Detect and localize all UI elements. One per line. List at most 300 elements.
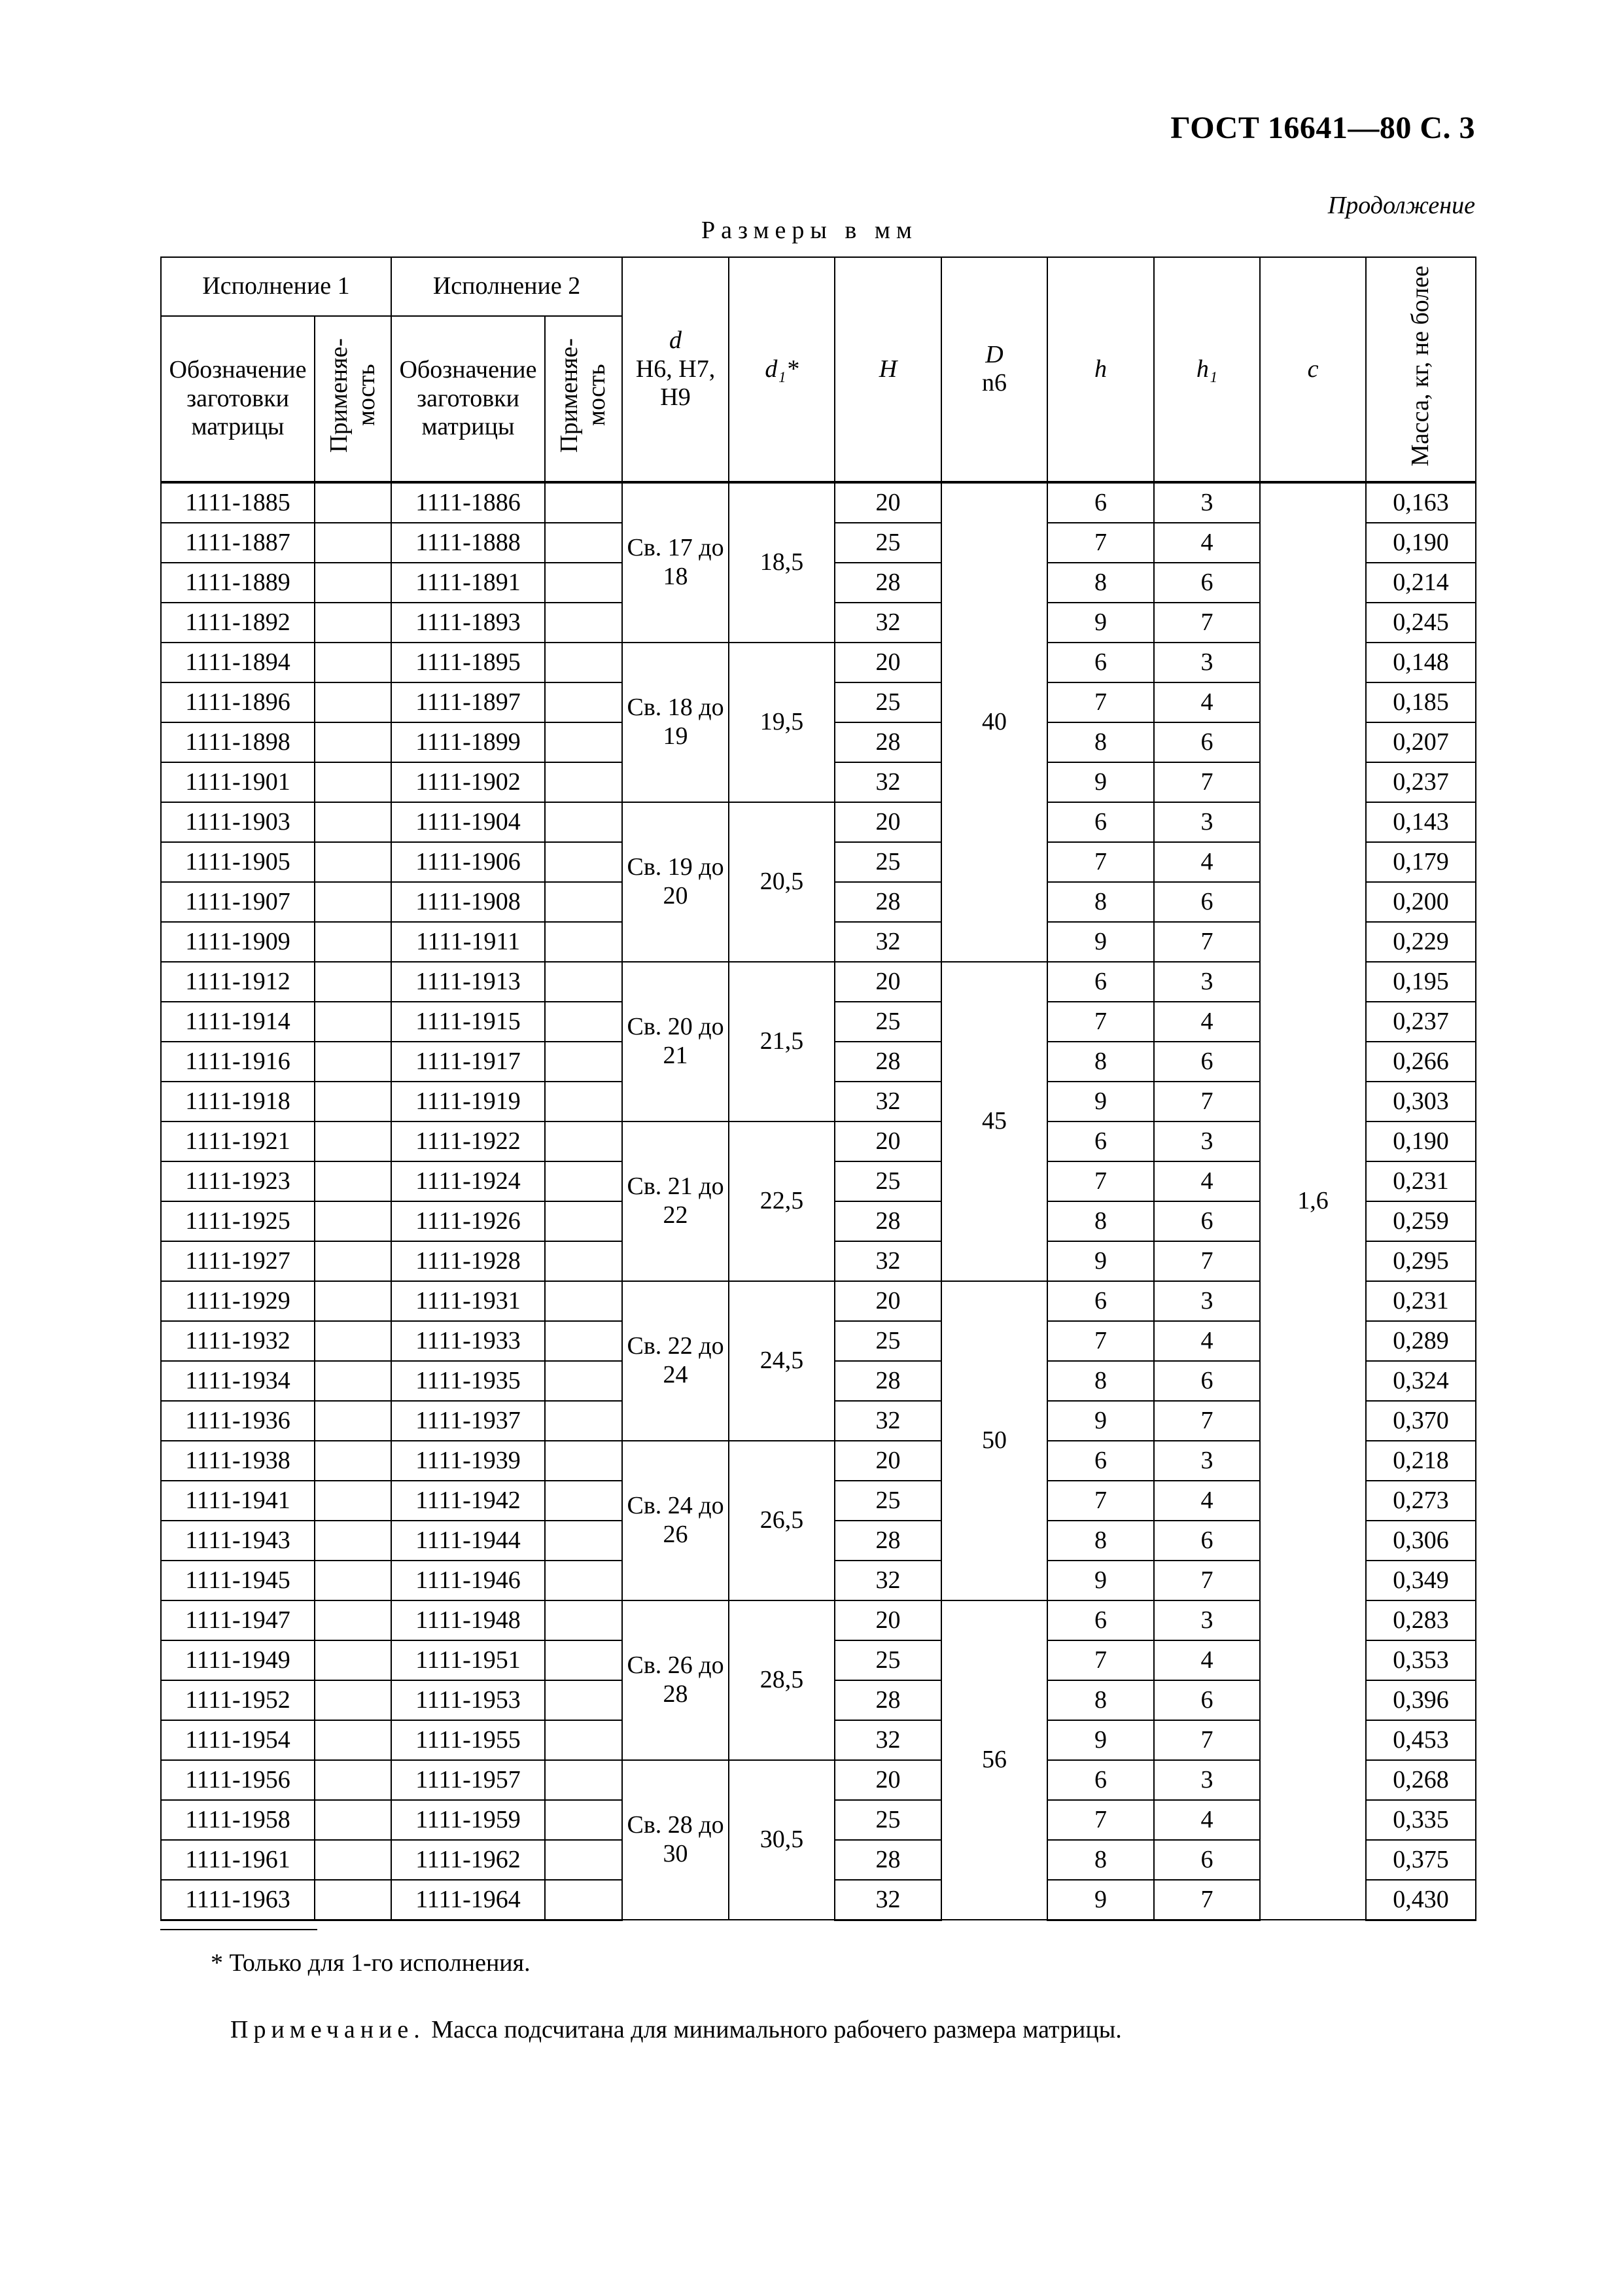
header-D: [941, 257, 1047, 482]
oboznachenie-2-cell: 1111-1888: [391, 523, 545, 563]
primenyaemost-1-cell: [315, 1600, 391, 1640]
primenyaemost-1-cell: [315, 1561, 391, 1600]
note-text: Масса подсчитана для минимального рабочего размера матрицы.: [431, 2016, 1122, 2043]
primenyaemost-2-cell: [545, 643, 622, 682]
primenyaemost-2-cell: [545, 1840, 622, 1880]
oboznachenie-2-cell: 1111-1944: [391, 1521, 545, 1561]
h-cell: 7: [1047, 682, 1154, 722]
oboznachenie-2-cell: 1111-1948: [391, 1600, 545, 1640]
oboznachenie-2-cell: 1111-1959: [391, 1800, 545, 1840]
oboznachenie-1-cell: 1111-1892: [161, 603, 315, 643]
oboznachenie-2-cell: 1111-1931: [391, 1281, 545, 1321]
oboznachenie-2-cell: 1111-1928: [391, 1241, 545, 1281]
oboznachenie-2-cell: 1111-1957: [391, 1760, 545, 1800]
mass-cell: 0,214: [1366, 563, 1476, 603]
H-cell: 28: [835, 1521, 941, 1561]
primenyaemost-2-cell: [545, 1082, 622, 1122]
oboznachenie-2-cell: 1111-1964: [391, 1880, 545, 1920]
h1-cell: 3: [1154, 482, 1260, 523]
h1-cell: 3: [1154, 802, 1260, 842]
H-cell: 32: [835, 1561, 941, 1600]
dimensions-caption: Размеры в мм: [701, 217, 918, 244]
primenyaemost-2-cell: [545, 1680, 622, 1720]
primenyaemost-1-cell: [315, 603, 391, 643]
blanks-table: [160, 256, 1476, 1921]
oboznachenie-1-cell: 1111-1945: [161, 1561, 315, 1600]
h1-cell: 4: [1154, 1321, 1260, 1361]
h-cell: 6: [1047, 1281, 1154, 1321]
header-H: H: [835, 257, 941, 482]
h1-cell: 4: [1154, 1161, 1260, 1201]
mass-cell: 0,148: [1366, 643, 1476, 682]
h1-cell: 7: [1154, 1880, 1260, 1920]
primenyaemost-2-cell: [545, 603, 622, 643]
h1-cell: 7: [1154, 1241, 1260, 1281]
h1-cell: 6: [1154, 1521, 1260, 1561]
primenyaemost-1-cell: [315, 962, 391, 1002]
mass-cell: 0,190: [1366, 523, 1476, 563]
primenyaemost-2-cell: [545, 1241, 622, 1281]
h-cell: 8: [1047, 1840, 1154, 1880]
oboznachenie-1-cell: 1111-1927: [161, 1241, 315, 1281]
h1-cell: 7: [1154, 1720, 1260, 1760]
h-cell: 9: [1047, 1880, 1154, 1920]
mass-cell: 0,163: [1366, 482, 1476, 523]
oboznachenie-2-cell: 1111-1922: [391, 1122, 545, 1161]
primenyaemost-2-cell: [545, 482, 622, 523]
oboznachenie-1-cell: 1111-1958: [161, 1800, 315, 1840]
d-range-cell: Св. 21 до 22: [622, 1122, 729, 1281]
mass-cell: 0,237: [1366, 762, 1476, 802]
mass-cell: 0,303: [1366, 1082, 1476, 1122]
h-cell: 7: [1047, 1800, 1154, 1840]
H-cell: 20: [835, 962, 941, 1002]
primenyaemost-1-cell: [315, 842, 391, 882]
oboznachenie-2-cell: 1111-1946: [391, 1561, 545, 1600]
h1-cell: 6: [1154, 882, 1260, 922]
d-range-cell: Св. 20 до 21: [622, 962, 729, 1122]
oboznachenie-1-cell: 1111-1916: [161, 1042, 315, 1082]
h1-cell: 3: [1154, 962, 1260, 1002]
note: [230, 2015, 1122, 2044]
H-cell: 28: [835, 1361, 941, 1401]
header-d-symbol: d: [669, 326, 682, 354]
oboznachenie-1-cell: 1111-1954: [161, 1720, 315, 1760]
primenyaemost-1-cell: [315, 922, 391, 962]
primenyaemost-1-cell: [315, 1082, 391, 1122]
mass-cell: 0,143: [1366, 802, 1476, 842]
h-cell: 9: [1047, 1241, 1154, 1281]
h-cell: 6: [1047, 482, 1154, 523]
H-cell: 20: [835, 802, 941, 842]
H-cell: 25: [835, 682, 941, 722]
primenyaemost-1-cell: [315, 563, 391, 603]
H-cell: 25: [835, 1002, 941, 1042]
oboznachenie-1-cell: 1111-1929: [161, 1281, 315, 1321]
oboznachenie-1-cell: 1111-1923: [161, 1161, 315, 1201]
oboznachenie-2-cell: 1111-1913: [391, 962, 545, 1002]
d1-cell: 26,5: [729, 1441, 835, 1600]
primenyaemost-1-cell: [315, 1481, 391, 1521]
mass-cell: 0,207: [1366, 722, 1476, 762]
d-range-cell: Св. 24 до 26: [622, 1441, 729, 1600]
primenyaemost-2-cell: [545, 1161, 622, 1201]
H-cell: 20: [835, 1281, 941, 1321]
H-cell: 20: [835, 1122, 941, 1161]
mass-cell: 0,289: [1366, 1321, 1476, 1361]
primenyaemost-1-cell: [315, 882, 391, 922]
primenyaemost-1-cell: [315, 1321, 391, 1361]
mass-cell: 0,349: [1366, 1561, 1476, 1600]
oboznachenie-1-cell: 1111-1898: [161, 722, 315, 762]
H-cell: 25: [835, 523, 941, 563]
h1-cell: 4: [1154, 523, 1260, 563]
d1-cell: 21,5: [729, 962, 835, 1122]
H-cell: 32: [835, 1880, 941, 1920]
oboznachenie-2-cell: 1111-1924: [391, 1161, 545, 1201]
h-cell: 9: [1047, 1401, 1154, 1441]
H-cell: 25: [835, 1321, 941, 1361]
mass-cell: 0,306: [1366, 1521, 1476, 1561]
mass-cell: 0,295: [1366, 1241, 1476, 1281]
oboznachenie-1-cell: 1111-1912: [161, 962, 315, 1002]
oboznachenie-2-cell: 1111-1919: [391, 1082, 545, 1122]
mass-cell: 0,283: [1366, 1600, 1476, 1640]
primenyaemost-1-cell: [315, 1241, 391, 1281]
oboznachenie-1-cell: 1111-1896: [161, 682, 315, 722]
h1-cell: 6: [1154, 722, 1260, 762]
continuation-label: Продолжение: [1327, 192, 1475, 219]
header-h1: h₁: [1154, 257, 1260, 482]
h1-cell: 4: [1154, 682, 1260, 722]
D-cell: 50: [941, 1281, 1047, 1600]
primenyaemost-1-cell: [315, 523, 391, 563]
oboznachenie-2-cell: 1111-1891: [391, 563, 545, 603]
oboznachenie-2-cell: 1111-1942: [391, 1481, 545, 1521]
D-cell: 40: [941, 482, 1047, 962]
H-cell: 20: [835, 1760, 941, 1800]
mass-cell: 0,268: [1366, 1760, 1476, 1800]
primenyaemost-2-cell: [545, 523, 622, 563]
oboznachenie-1-cell: 1111-1936: [161, 1401, 315, 1441]
H-cell: 28: [835, 1680, 941, 1720]
header-primenyaemost-2: [545, 316, 622, 482]
h1-cell: 6: [1154, 1042, 1260, 1082]
h1-cell: 3: [1154, 1600, 1260, 1640]
primenyaemost-2-cell: [545, 1122, 622, 1161]
footnote-divider: [160, 1929, 317, 1930]
mass-cell: 0,453: [1366, 1720, 1476, 1760]
primenyaemost-1-cell: [315, 1760, 391, 1800]
h1-cell: 4: [1154, 842, 1260, 882]
mass-cell: 0,231: [1366, 1161, 1476, 1201]
oboznachenie-1-cell: 1111-1934: [161, 1361, 315, 1401]
oboznachenie-2-cell: 1111-1935: [391, 1361, 545, 1401]
mass-cell: 0,200: [1366, 882, 1476, 922]
primenyaemost-2-cell: [545, 842, 622, 882]
h1-cell: 4: [1154, 1481, 1260, 1521]
h-cell: 8: [1047, 882, 1154, 922]
h-cell: 6: [1047, 643, 1154, 682]
H-cell: 20: [835, 643, 941, 682]
table-row: [161, 482, 1476, 523]
h1-cell: 3: [1154, 1281, 1260, 1321]
primenyaemost-1-cell: [315, 1720, 391, 1760]
header-D-symbol: D: [985, 340, 1003, 368]
oboznachenie-1-cell: 1111-1963: [161, 1880, 315, 1920]
H-cell: 32: [835, 1720, 941, 1760]
primenyaemost-2-cell: [545, 1521, 622, 1561]
h-cell: 8: [1047, 1201, 1154, 1241]
mass-cell: 0,396: [1366, 1680, 1476, 1720]
oboznachenie-2-cell: 1111-1939: [391, 1441, 545, 1481]
primenyaemost-1-cell: [315, 1161, 391, 1201]
oboznachenie-1-cell: 1111-1956: [161, 1760, 315, 1800]
mass-cell: 0,237: [1366, 1002, 1476, 1042]
h1-cell: 7: [1154, 1401, 1260, 1441]
mass-cell: 0,229: [1366, 922, 1476, 962]
c-cell: 1,6: [1260, 482, 1366, 1920]
primenyaemost-2-cell: [545, 1321, 622, 1361]
h-cell: 8: [1047, 1042, 1154, 1082]
header-h: h: [1047, 257, 1154, 482]
H-cell: 25: [835, 842, 941, 882]
H-cell: 28: [835, 563, 941, 603]
header-primenyaemost-2-text: Применяе- мость: [555, 338, 611, 453]
H-cell: 25: [835, 1800, 941, 1840]
oboznachenie-1-cell: 1111-1903: [161, 802, 315, 842]
oboznachenie-1-cell: 1111-1907: [161, 882, 315, 922]
mass-cell: 0,324: [1366, 1361, 1476, 1401]
header-D-tolerance: n6: [982, 369, 1007, 397]
d-range-cell: Св. 19 до 20: [622, 802, 729, 962]
mass-cell: 0,335: [1366, 1800, 1476, 1840]
primenyaemost-1-cell: [315, 1521, 391, 1561]
mass-cell: 0,266: [1366, 1042, 1476, 1082]
h-cell: 7: [1047, 842, 1154, 882]
oboznachenie-1-cell: 1111-1952: [161, 1680, 315, 1720]
oboznachenie-1-cell: 1111-1938: [161, 1441, 315, 1481]
h1-cell: 7: [1154, 603, 1260, 643]
primenyaemost-1-cell: [315, 1042, 391, 1082]
table-header: [161, 257, 1476, 482]
oboznachenie-2-cell: 1111-1926: [391, 1201, 545, 1241]
mass-cell: 0,273: [1366, 1481, 1476, 1521]
h-cell: 9: [1047, 1720, 1154, 1760]
oboznachenie-2-cell: 1111-1893: [391, 603, 545, 643]
primenyaemost-1-cell: [315, 802, 391, 842]
primenyaemost-2-cell: [545, 1481, 622, 1521]
oboznachenie-2-cell: 1111-1886: [391, 482, 545, 523]
h-cell: 6: [1047, 802, 1154, 842]
primenyaemost-1-cell: [315, 1401, 391, 1441]
primenyaemost-2-cell: [545, 1561, 622, 1600]
h-cell: 7: [1047, 1002, 1154, 1042]
h-cell: 6: [1047, 1122, 1154, 1161]
primenyaemost-1-cell: [315, 482, 391, 523]
primenyaemost-1-cell: [315, 1441, 391, 1481]
mass-cell: 0,231: [1366, 1281, 1476, 1321]
d1-cell: 19,5: [729, 643, 835, 802]
mass-cell: 0,218: [1366, 1441, 1476, 1481]
H-cell: 20: [835, 1600, 941, 1640]
H-cell: 32: [835, 762, 941, 802]
h1-cell: 6: [1154, 1840, 1260, 1880]
h-cell: 9: [1047, 1561, 1154, 1600]
d1-cell: 24,5: [729, 1281, 835, 1441]
d-range-cell: Св. 18 до 19: [622, 643, 729, 802]
H-cell: 28: [835, 1201, 941, 1241]
h-cell: 7: [1047, 1321, 1154, 1361]
oboznachenie-2-cell: 1111-1955: [391, 1720, 545, 1760]
oboznachenie-2-cell: 1111-1906: [391, 842, 545, 882]
h1-cell: 6: [1154, 1361, 1260, 1401]
primenyaemost-2-cell: [545, 1042, 622, 1082]
H-cell: 25: [835, 1161, 941, 1201]
h-cell: 6: [1047, 1600, 1154, 1640]
mass-cell: 0,195: [1366, 962, 1476, 1002]
H-cell: 32: [835, 1082, 941, 1122]
primenyaemost-2-cell: [545, 563, 622, 603]
primenyaemost-2-cell: [545, 1760, 622, 1800]
primenyaemost-1-cell: [315, 762, 391, 802]
H-cell: 28: [835, 1840, 941, 1880]
h-cell: 9: [1047, 922, 1154, 962]
primenyaemost-2-cell: [545, 1201, 622, 1241]
primenyaemost-2-cell: [545, 1401, 622, 1441]
h1-cell: 6: [1154, 1201, 1260, 1241]
oboznachenie-1-cell: 1111-1947: [161, 1600, 315, 1640]
header-oboznachenie-1: Обозначение заготовки матрицы: [161, 316, 315, 482]
primenyaemost-1-cell: [315, 1122, 391, 1161]
header-d-tolerance: H6, H7, H9: [635, 355, 716, 412]
primenyaemost-1-cell: [315, 1361, 391, 1401]
h1-cell: 3: [1154, 1441, 1260, 1481]
primenyaemost-2-cell: [545, 722, 622, 762]
primenyaemost-1-cell: [315, 1880, 391, 1920]
primenyaemost-1-cell: [315, 643, 391, 682]
primenyaemost-2-cell: [545, 922, 622, 962]
oboznachenie-1-cell: 1111-1918: [161, 1082, 315, 1122]
primenyaemost-2-cell: [545, 1800, 622, 1840]
oboznachenie-1-cell: 1111-1949: [161, 1640, 315, 1680]
oboznachenie-1-cell: 1111-1921: [161, 1122, 315, 1161]
oboznachenie-2-cell: 1111-1899: [391, 722, 545, 762]
primenyaemost-2-cell: [545, 1281, 622, 1321]
h-cell: 7: [1047, 1640, 1154, 1680]
h-cell: 9: [1047, 762, 1154, 802]
H-cell: 20: [835, 482, 941, 523]
h1-cell: 6: [1154, 563, 1260, 603]
h-cell: 9: [1047, 603, 1154, 643]
primenyaemost-2-cell: [545, 1720, 622, 1760]
d1-cell: 22,5: [729, 1122, 835, 1281]
oboznachenie-1-cell: 1111-1925: [161, 1201, 315, 1241]
header-d1: d₁*: [729, 257, 835, 482]
d1-cell: 18,5: [729, 482, 835, 643]
d-range-cell: Св. 26 до 28: [622, 1600, 729, 1760]
primenyaemost-2-cell: [545, 882, 622, 922]
table-body: [161, 482, 1476, 1920]
d-range-cell: Св. 28 до 30: [622, 1760, 729, 1920]
primenyaemost-2-cell: [545, 1640, 622, 1680]
mass-cell: 0,190: [1366, 1122, 1476, 1161]
oboznachenie-2-cell: 1111-1953: [391, 1680, 545, 1720]
header-c: c: [1260, 257, 1366, 482]
header-ispolnenie-1: Исполнение 1: [161, 257, 391, 316]
primenyaemost-1-cell: [315, 1281, 391, 1321]
header-oboznachenie-2: Обозначение заготовки матрицы: [391, 316, 545, 482]
header-mass: [1366, 257, 1476, 482]
oboznachenie-2-cell: 1111-1933: [391, 1321, 545, 1361]
h1-cell: 7: [1154, 922, 1260, 962]
primenyaemost-1-cell: [315, 1640, 391, 1680]
oboznachenie-1-cell: 1111-1961: [161, 1840, 315, 1880]
primenyaemost-2-cell: [545, 762, 622, 802]
page-header: ГОСТ 16641—80 С. 3: [1170, 111, 1475, 145]
oboznachenie-1-cell: 1111-1914: [161, 1002, 315, 1042]
header-d: [622, 257, 729, 482]
primenyaemost-2-cell: [545, 962, 622, 1002]
oboznachenie-1-cell: 1111-1885: [161, 482, 315, 523]
mass-cell: 0,259: [1366, 1201, 1476, 1241]
header-ispolnenie-2: Исполнение 2: [391, 257, 622, 316]
h-cell: 8: [1047, 722, 1154, 762]
H-cell: 28: [835, 1042, 941, 1082]
oboznachenie-2-cell: 1111-1917: [391, 1042, 545, 1082]
header-mass-text: Масса, кг, не более: [1406, 265, 1435, 467]
H-cell: 25: [835, 1481, 941, 1521]
h-cell: 9: [1047, 1082, 1154, 1122]
H-cell: 32: [835, 603, 941, 643]
oboznachenie-1-cell: 1111-1905: [161, 842, 315, 882]
oboznachenie-1-cell: 1111-1887: [161, 523, 315, 563]
oboznachenie-2-cell: 1111-1904: [391, 802, 545, 842]
H-cell: 28: [835, 882, 941, 922]
h-cell: 8: [1047, 1361, 1154, 1401]
h-cell: 7: [1047, 1481, 1154, 1521]
h1-cell: 6: [1154, 1680, 1260, 1720]
d1-cell: 28,5: [729, 1600, 835, 1760]
primenyaemost-1-cell: [315, 1680, 391, 1720]
primenyaemost-1-cell: [315, 682, 391, 722]
H-cell: 25: [835, 1640, 941, 1680]
header-primenyaemost-1-text: Применяе- мость: [324, 338, 380, 453]
mass-cell: 0,375: [1366, 1840, 1476, 1880]
oboznachenie-1-cell: 1111-1941: [161, 1481, 315, 1521]
d1-cell: 20,5: [729, 802, 835, 962]
oboznachenie-2-cell: 1111-1908: [391, 882, 545, 922]
mass-cell: 0,430: [1366, 1880, 1476, 1920]
oboznachenie-2-cell: 1111-1915: [391, 1002, 545, 1042]
oboznachenie-2-cell: 1111-1902: [391, 762, 545, 802]
oboznachenie-1-cell: 1111-1909: [161, 922, 315, 962]
H-cell: 20: [835, 1441, 941, 1481]
primenyaemost-1-cell: [315, 1840, 391, 1880]
mass-cell: 0,370: [1366, 1401, 1476, 1441]
oboznachenie-2-cell: 1111-1962: [391, 1840, 545, 1880]
footnote: * Только для 1-го исполнения.: [211, 1949, 531, 1977]
primenyaemost-2-cell: [545, 1002, 622, 1042]
oboznachenie-1-cell: 1111-1894: [161, 643, 315, 682]
H-cell: 32: [835, 1241, 941, 1281]
h1-cell: 4: [1154, 1640, 1260, 1680]
header-primenyaemost-1: [315, 316, 391, 482]
oboznachenie-1-cell: 1111-1889: [161, 563, 315, 603]
note-label: Примечание.: [230, 2016, 425, 2043]
h-cell: 8: [1047, 563, 1154, 603]
h1-cell: 4: [1154, 1800, 1260, 1840]
